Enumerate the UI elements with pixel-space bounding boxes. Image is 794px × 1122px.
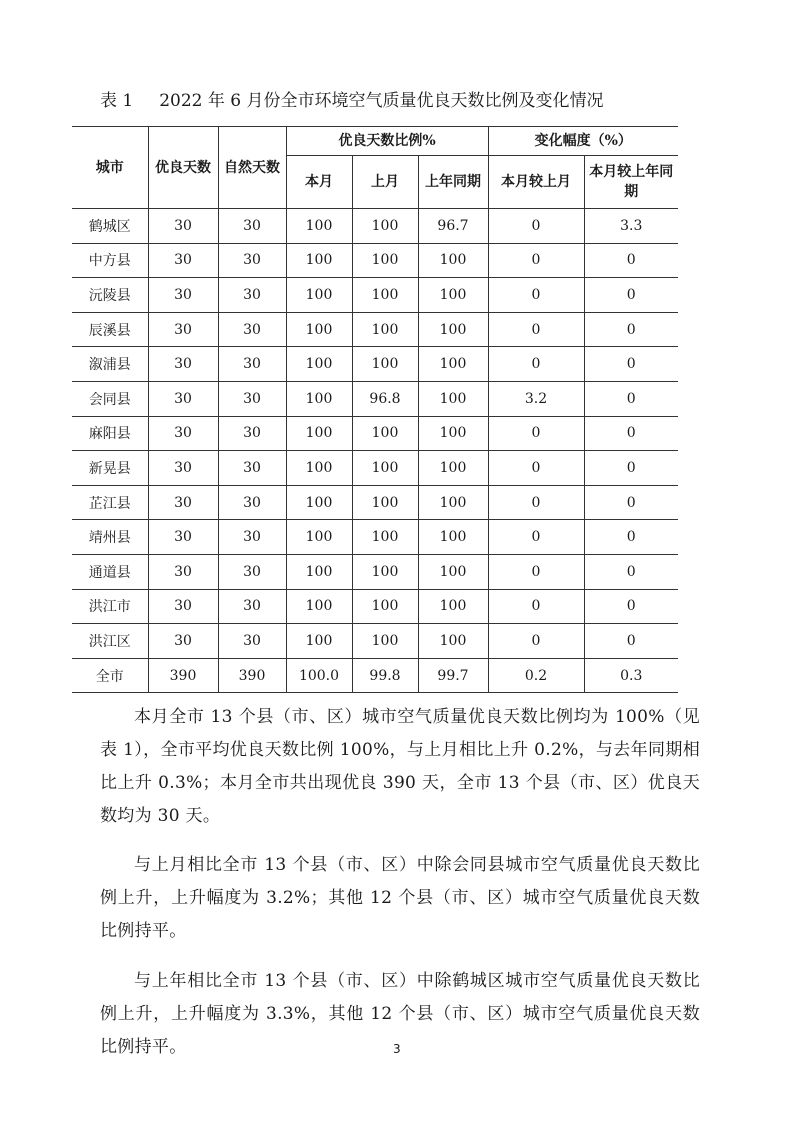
table-cell: 100: [286, 243, 352, 278]
table-row: [72, 312, 678, 347]
table-caption-text: 2022 年 6 月份全市环境空气质量优良天数比例及变化情况: [159, 91, 604, 111]
table-cell: 100: [352, 624, 418, 659]
table-cell: 0: [488, 209, 584, 244]
table-cell: 30: [218, 589, 286, 624]
table-cell: 100: [418, 589, 488, 624]
table-cell-city: 会同县: [72, 381, 148, 416]
table-row: [72, 416, 678, 451]
paragraph-summary: 本月全市 13 个县（市、区）城市空气质量优良天数比例均为 100%（见表 1），全市平均优良天数比例 100%，与上月相比上升 0.2%，与去年同期相比上升 0.3%；本月全市共出现优良 390 天，全市 13 个县（市、区）优良天数均为 30 天。: [100, 707, 700, 826]
table-cell: 100: [286, 416, 352, 451]
table-cell: 3.3: [584, 209, 678, 244]
table-cell: 30: [148, 485, 218, 520]
table-cell-city: 靖州县: [72, 520, 148, 555]
table-cell: 99.7: [418, 658, 488, 693]
table-cell: 100: [418, 416, 488, 451]
table-cell: 100: [352, 485, 418, 520]
table-cell: 390: [148, 658, 218, 693]
table-cell: 100: [352, 209, 418, 244]
table-cell: 30: [218, 243, 286, 278]
table-cell: 0: [584, 485, 678, 520]
table-cell: 30: [148, 451, 218, 486]
table-cell: 100: [352, 451, 418, 486]
table-cell: 30: [148, 520, 218, 555]
table-cell: 0: [488, 451, 584, 486]
table-cell: 0: [584, 554, 678, 589]
table-row: [72, 347, 678, 382]
table-row: [72, 658, 678, 693]
table-cell-city: 芷江县: [72, 485, 148, 520]
table-cell: 100: [352, 312, 418, 347]
table-cell: 390: [218, 658, 286, 693]
table-cell: 100: [352, 243, 418, 278]
table-cell: 30: [218, 347, 286, 382]
table-row: [72, 624, 678, 659]
table-cell: 0: [584, 278, 678, 313]
table-cell: 0.2: [488, 658, 584, 693]
table-cell: 0: [488, 312, 584, 347]
table-cell: 100: [352, 589, 418, 624]
table-row: [72, 554, 678, 589]
table-cell: 100: [286, 554, 352, 589]
table-cell: 100: [286, 624, 352, 659]
header-vs-same-period: 本月较上年同期: [584, 156, 678, 209]
table-cell: 0: [488, 278, 584, 313]
table-cell: 100: [286, 589, 352, 624]
header-natural-days: 自然天数: [218, 127, 286, 209]
table-cell: 30: [218, 416, 286, 451]
table-cell: 96.7: [418, 209, 488, 244]
table-cell: 30: [218, 209, 286, 244]
header-change-group: 变化幅度（%）: [488, 127, 678, 156]
table-cell: 0: [488, 624, 584, 659]
paragraph-vs-last-year: 与上年相比全市 13 个县（市、区）中除鹤城区城市空气质量优良天数比例上升，上升幅度为 3.3%，其他 12 个县（市、区）城市空气质量优良天数比例持平。: [100, 971, 700, 1057]
table-cell: 100: [418, 624, 488, 659]
table-cell-city: 通道县: [72, 554, 148, 589]
table-cell: 100: [418, 520, 488, 555]
table-cell: 100: [286, 520, 352, 555]
table-cell-city: 洪江市: [72, 589, 148, 624]
header-this-month: 本月: [286, 156, 352, 209]
table-cell: 0: [584, 624, 678, 659]
table-cell-city: 新晃县: [72, 451, 148, 486]
table-cell: 30: [218, 278, 286, 313]
table-cell: 30: [148, 589, 218, 624]
header-last-month: 上月: [352, 156, 418, 209]
table-cell: 30: [218, 381, 286, 416]
table-cell: 0: [488, 485, 584, 520]
table-cell-city: 溆浦县: [72, 347, 148, 382]
table-cell: 100: [418, 347, 488, 382]
table-cell: 100: [286, 485, 352, 520]
table-cell: 100: [418, 278, 488, 313]
header-ratio-group: 优良天数比例%: [286, 127, 488, 156]
table-row: [72, 209, 678, 244]
table-cell: 30: [148, 312, 218, 347]
table-cell: 99.8: [352, 658, 418, 693]
table-cell: 100: [286, 451, 352, 486]
table-cell: 100: [352, 347, 418, 382]
table-cell: 30: [148, 243, 218, 278]
table-cell: 0: [584, 312, 678, 347]
table-cell: 100: [286, 209, 352, 244]
table-cell-city: 全市: [72, 658, 148, 693]
table-caption-number: 表 1: [100, 91, 134, 111]
table-cell: 100: [418, 451, 488, 486]
table-cell-city: 沅陵县: [72, 278, 148, 313]
table-cell: 30: [218, 485, 286, 520]
table-row: [72, 278, 678, 313]
table-cell: 0: [488, 243, 584, 278]
table-cell: 0: [488, 554, 584, 589]
table-cell: 30: [218, 451, 286, 486]
table-cell: 0: [584, 589, 678, 624]
table-cell: 96.8: [352, 381, 418, 416]
table-cell-city: 洪江区: [72, 624, 148, 659]
table-cell: 100.0: [286, 658, 352, 693]
table-row: [72, 243, 678, 278]
table-cell-city: 中方县: [72, 243, 148, 278]
table-cell: 100: [286, 381, 352, 416]
table-cell: 30: [148, 347, 218, 382]
header-good-days: 优良天数: [148, 127, 218, 209]
air-quality-table: [72, 126, 678, 693]
table-cell-city: 麻阳县: [72, 416, 148, 451]
table-cell: 100: [418, 381, 488, 416]
table-cell-city: 鹤城区: [72, 209, 148, 244]
table-cell: 30: [218, 554, 286, 589]
table-cell: 30: [148, 381, 218, 416]
table-cell: 0: [488, 416, 584, 451]
header-same-period: 上年同期: [418, 156, 488, 209]
header-vs-last-month: 本月较上月: [488, 156, 584, 209]
table-cell: 0.3: [584, 658, 678, 693]
table-cell: 30: [218, 520, 286, 555]
table-cell: 100: [418, 243, 488, 278]
paragraph-vs-last-month: 与上月相比全市 13 个县（市、区）中除会同县城市空气质量优良天数比例上升，上升幅度为 3.2%；其他 12 个县（市、区）城市空气质量优良天数比例持平。: [100, 855, 700, 941]
table-cell: 0: [584, 243, 678, 278]
table-row: [72, 485, 678, 520]
table-cell: 100: [352, 554, 418, 589]
table-cell: 30: [218, 624, 286, 659]
table-cell: 0: [584, 347, 678, 382]
table-body: [72, 209, 678, 693]
table-cell: 3.2: [488, 381, 584, 416]
table-cell: 100: [352, 416, 418, 451]
table-row: [72, 451, 678, 486]
table-caption: [100, 86, 700, 111]
table-cell: 100: [286, 312, 352, 347]
header-city: 城市: [72, 127, 148, 209]
table-cell: 30: [148, 416, 218, 451]
table-row: [72, 520, 678, 555]
table-cell: 100: [418, 312, 488, 347]
table-cell: 0: [488, 589, 584, 624]
table-cell: 100: [286, 278, 352, 313]
table-cell: 30: [148, 278, 218, 313]
table-cell-city: 辰溪县: [72, 312, 148, 347]
table-cell: 100: [418, 485, 488, 520]
table-cell: 0: [584, 520, 678, 555]
table-cell: 30: [148, 554, 218, 589]
table-cell: 0: [584, 451, 678, 486]
table-cell: 30: [148, 209, 218, 244]
table-cell: 100: [286, 347, 352, 382]
table-cell: 0: [584, 381, 678, 416]
table-cell: 30: [218, 312, 286, 347]
table-cell: 0: [488, 520, 584, 555]
table-row: [72, 381, 678, 416]
table-cell: 100: [418, 554, 488, 589]
table-cell: 100: [352, 520, 418, 555]
table-row: [72, 589, 678, 624]
table-cell: 100: [352, 278, 418, 313]
table-cell: 0: [584, 416, 678, 451]
page-number: 3: [393, 1042, 401, 1056]
table-cell: 30: [148, 624, 218, 659]
table-cell: 0: [488, 347, 584, 382]
